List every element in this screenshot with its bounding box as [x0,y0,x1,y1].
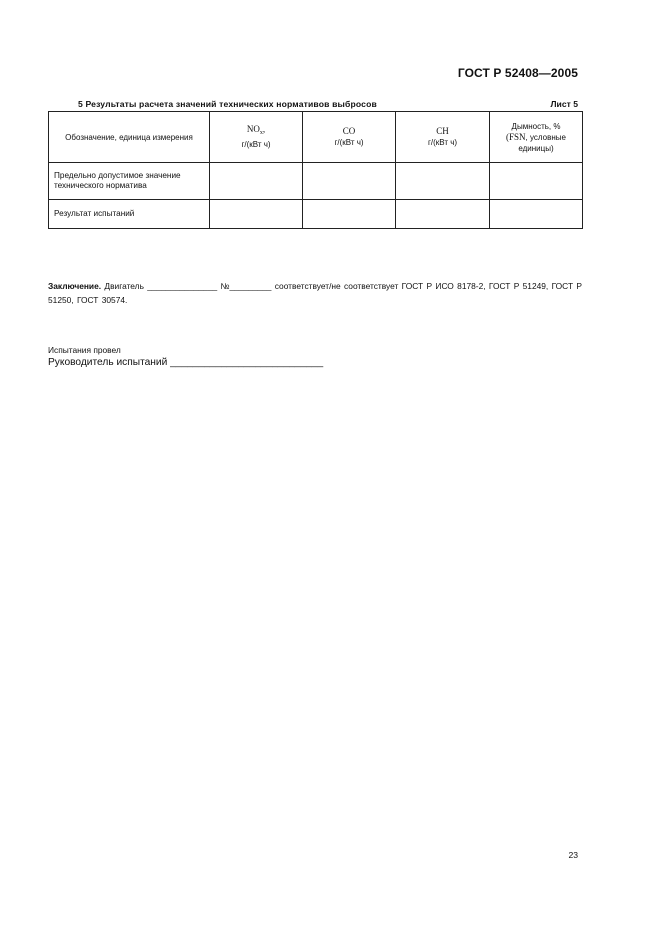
smoke-fsn: (FSN, условные [506,131,566,142]
table-row [49,200,583,229]
cell-limit-co [303,163,396,200]
table-header-row [49,112,583,163]
document-number: ГОСТ Р 52408—2005 [457,66,578,80]
column-header-co [303,112,396,163]
column-header-ch [396,112,490,163]
cell-result-smoke [490,200,583,229]
cell-result-ch [396,200,490,229]
smoke-label: Дымность, % [511,121,561,131]
cell-result-nox [210,200,303,229]
cell-result-co [303,200,396,229]
nox-label: $NO_x$, [246,124,266,136]
column-header-designation: Обозначение, единица измерения [49,112,210,163]
ch-unit: г/(кВт ч) [427,138,458,147]
co-unit: г/(кВт ч) [334,138,364,147]
conclusion-paragraph [48,279,582,307]
co-label: CO [342,126,356,136]
conclusion-text: Двигатель _______________ №_________ соответствует/не соответствует ГОСТ Р ИСО 8178-2, ГОСТ Р 51249, ГОСТ Р 51250, ГОСТ 30574. [48,281,582,305]
column-header-smoke [490,112,583,163]
tested-by-label: Испытания провел [48,345,121,355]
test-head-signature-line: Руководитель испытаний ___________________________ [48,357,324,368]
cell-limit-nox [210,163,303,200]
smoke-units: единицы) [518,143,554,153]
row-label-limit: Предельно допустимое значение технического норматива [49,163,210,200]
column-header-nox [210,112,303,163]
cell-limit-ch [396,163,490,200]
sheet-label: Лист 5 [550,99,578,109]
table-row [49,163,583,200]
section-title: 5 Результаты расчета значений технических нормативов выбросов [78,99,377,109]
cell-limit-smoke [490,163,583,200]
page-number: 23 [568,850,578,860]
emissions-table [48,111,583,229]
ch-label: CH [436,126,449,136]
section-header [78,99,578,111]
conclusion-heading: Заключение. [48,281,102,291]
row-label-result: Результат испытаний [49,200,210,229]
nox-unit: г/(кВт ч) [241,140,271,149]
